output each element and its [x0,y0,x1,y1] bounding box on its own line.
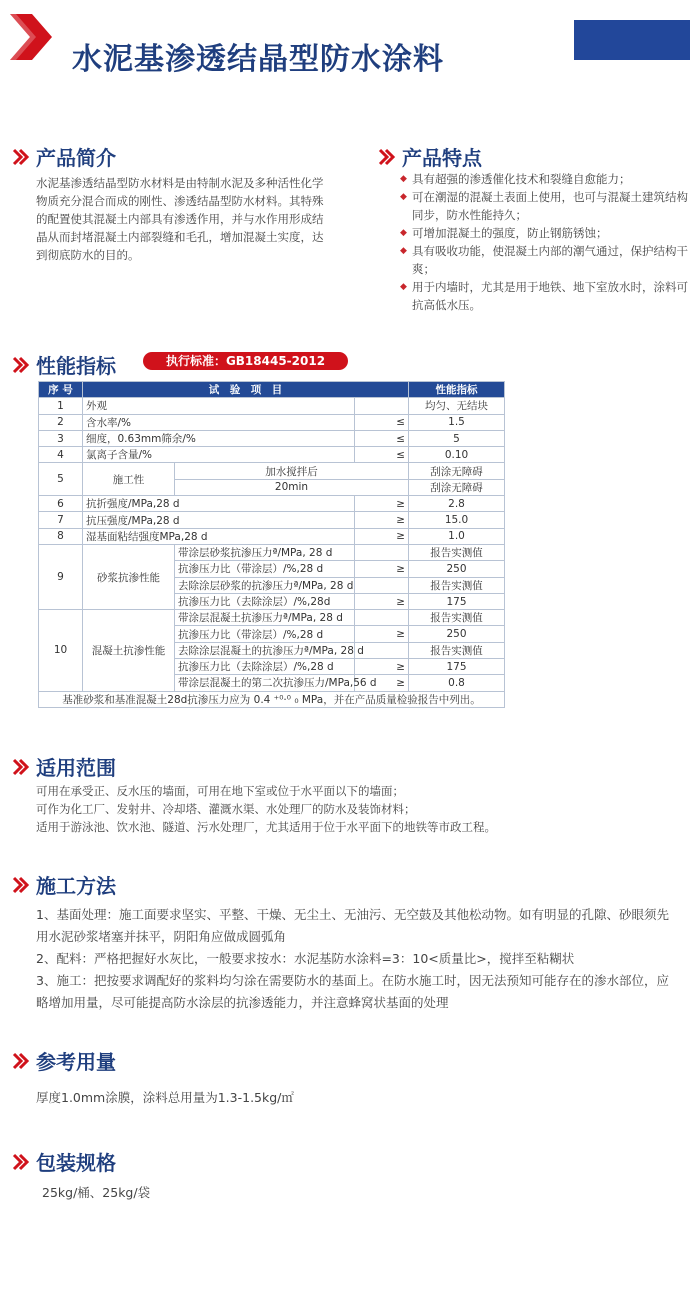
table-row [39,512,505,528]
table-row [39,528,505,544]
table-row [39,398,505,414]
table-row [39,544,505,560]
row-sym: ≥ [355,626,409,642]
row-sym [355,398,409,414]
chevron-right-icon [10,355,30,375]
usage-section-title [10,1046,116,1075]
performance-section-title [10,350,116,379]
scope-line: 可作为化工厂、发射井、冷却塔、灌溉水渠、水处理厂的防水及装饰材料； [36,802,416,816]
table-footnote-row [39,691,505,707]
row-no: 2 [39,414,83,430]
row-value: 报告实测值 [409,577,505,593]
row-sub-item: 带涂层混凝土的第二次抗渗压力/MPa,56 d [175,675,355,691]
row-value: 5 [409,430,505,446]
row-sub-item: 去除涂层混凝土的抗渗压力ª/MPa, 28 d [175,642,355,658]
row-value: 报告实测值 [409,544,505,560]
row-no: 7 [39,512,83,528]
row-no: 8 [39,528,83,544]
row-item: 抗折强度/MPa,28 d [83,496,355,512]
table-row [39,496,505,512]
row-value: 0.10 [409,447,505,463]
spec-table [38,381,505,708]
features-section-title [376,142,482,171]
row-sym: ≥ [355,675,409,691]
scope-line: 可用在承受正、反水压的墙面，可用在地下室或位于水平面以下的墙面； [36,784,404,798]
row-item: 外观 [83,398,355,414]
row-value: 175 [409,593,505,609]
table-footnote: 基准砂浆和基准混凝土28d抗渗压力应为 0.4 ⁺⁰·⁰ ₀ MPa，并在产品质量检验报告中列出。 [39,691,505,707]
row-sym [355,544,409,560]
row-no: 10 [39,610,83,691]
method-text [36,904,676,1014]
row-sym [355,610,409,626]
feature-item: ◆ 可增加混凝土的强度，防止钢筋锈蚀； [400,224,690,242]
row-value: 0.8 [409,675,505,691]
row-item: 施工性 [83,463,175,496]
table-header-row [39,382,505,398]
table-row [39,430,505,446]
row-no: 1 [39,398,83,414]
method-step: 1、基面处理：施工面要求坚实、平整、干燥、无尘土、无油污、无空鼓及其他松动物。如有明显的孔隙、砂眼须先用水泥砂浆堵塞并抹平，阴阳角应做成圆弧角 [36,907,669,944]
scope-section-title [10,752,116,781]
chevron-right-icon [10,875,30,895]
feature-item: ◆ 用于内墙时，尤其是用于地铁、地下室放水时，涂料可抗高低水压。 [400,278,690,314]
intro-section-title [10,142,116,171]
intro-title: 产品简介 [36,146,116,170]
col-header-no: 序 号 [39,382,83,398]
row-value: 报告实测值 [409,610,505,626]
chevron-right-icon [10,1152,30,1172]
scope-line: 适用于游泳池、饮水池、隧道、污水处理厂，尤其适用于位于水平面下的地铁等市政工程。 [36,820,496,834]
packaging-text: 25kg/桶、25kg/袋 [42,1185,151,1200]
packaging-section-title [10,1147,116,1176]
col-header-value: 性能指标 [409,382,505,398]
method-step: 3、施工：把按要求调配好的浆料均匀涂在需要防水的基面上。在防水施工时，因无法预知可能存在的渗水部位，应略增加用量，尽可能提高防水涂层的抗渗透能力，并注意蜂窝状基面的处理 [36,973,669,1010]
row-sym: ≥ [355,496,409,512]
row-sub-item: 抗渗压力比（带涂层）/%,28 d [175,626,355,642]
usage-text: 厚度1.0mm涂膜，涂料总用量为1.3-1.5kg/㎡ [36,1090,294,1105]
row-no: 3 [39,430,83,446]
packaging-title: 包装规格 [36,1151,116,1175]
row-value: 175 [409,659,505,675]
row-item: 湿基面粘结强度MPa,28 d [83,528,355,544]
row-sym: ≤ [355,430,409,446]
method-title: 施工方法 [36,874,116,898]
page-title: 水泥基渗透结晶型防水涂料 [72,42,444,77]
row-no: 4 [39,447,83,463]
row-sym: ≥ [355,528,409,544]
scope-title: 适用范围 [36,756,116,780]
row-no: 9 [39,544,83,609]
table-row [39,610,505,626]
feature-item: ◆ 具有吸收功能，使混凝土内部的潮气通过，保护结构干爽； [400,242,690,278]
row-item: 含水率/% [83,414,355,430]
row-sym: ≤ [355,414,409,430]
row-sym: ≥ [355,561,409,577]
row-sub-item: 抗渗压力比（带涂层）/%,28 d [175,561,355,577]
standard-badge: 执行标准：GB18445-2012 [143,352,348,370]
row-item: 氯离子含量/% [83,447,355,463]
row-item: 抗压强度/MPa,28 d [83,512,355,528]
row-value: 刮涂无障碍 [409,479,505,495]
row-sym: ≥ [355,593,409,609]
row-sym: ≤ [355,447,409,463]
feature-item: ◆ 可在潮湿的混凝土表面上使用，也可与混凝土建筑结构同步，防水性能持久； [400,188,690,224]
header-chevron-icon [10,14,54,60]
performance-title: 性能指标 [36,354,116,378]
table-row [39,463,505,479]
header-accent-bar [574,20,690,60]
row-value: 15.0 [409,512,505,528]
row-value: 报告实测值 [409,642,505,658]
row-sub-item: 20min [175,479,409,495]
row-value: 2.8 [409,496,505,512]
row-value: 250 [409,626,505,642]
col-header-item: 试 验 项 目 [83,382,409,398]
row-sub-item: 加水搅拌后 [175,463,409,479]
row-no: 5 [39,463,83,496]
row-sub-item: 去除涂层砂浆的抗渗压力ª/MPa, 28 d [175,577,355,593]
chevron-right-icon [10,757,30,777]
method-section-title [10,870,116,899]
scope-text [36,782,506,836]
row-value: 250 [409,561,505,577]
row-value: 刮涂无障碍 [409,463,505,479]
row-item: 混凝土抗渗性能 [83,610,175,691]
row-value: 均匀、无结块 [409,398,505,414]
row-sub-item: 带涂层砂浆抗渗压力ª/MPa, 28 d [175,544,355,560]
row-value: 1.5 [409,414,505,430]
chevron-right-icon [376,147,396,167]
features-list [400,170,690,314]
row-no: 6 [39,496,83,512]
method-step: 2、配料：严格把握好水灰比，一般要求按水：水泥基防水涂料=3：10<质量比>，搅拌至粘糊状 [36,951,575,966]
row-sub-item: 抗渗压力比（去除涂层）/%,28 d [175,659,355,675]
feature-item: ◆ 具有超强的渗透催化技术和裂缝自愈能力； [400,170,690,188]
table-row [39,447,505,463]
row-sub-item: 抗渗压力比（去除涂层）/%,28d [175,593,355,609]
features-title: 产品特点 [402,146,482,170]
usage-title: 参考用量 [36,1050,116,1074]
chevron-right-icon [10,1051,30,1071]
row-sym: ≥ [355,512,409,528]
row-sym [355,577,409,593]
row-sub-item: 带涂层混凝土抗渗压力ª/MPa, 28 d [175,610,355,626]
table-row [39,414,505,430]
row-item: 细度，0.63mm筛余/% [83,430,355,446]
chevron-right-icon [10,147,30,167]
row-value: 1.0 [409,528,505,544]
row-sym: ≥ [355,659,409,675]
intro-text: 水泥基渗透结晶型防水材料是由特制水泥及多种活性化学物质充分混合而成的刚性、渗透结晶型防水材料。其特殊的配置使其混凝土内部具有渗透作用，并与水作用形成结晶从而封堵混凝土内部裂缝和毛孔，增加混凝土实度，达到彻底防水的目的。 [36,176,324,262]
row-item: 砂浆抗渗性能 [83,544,175,609]
